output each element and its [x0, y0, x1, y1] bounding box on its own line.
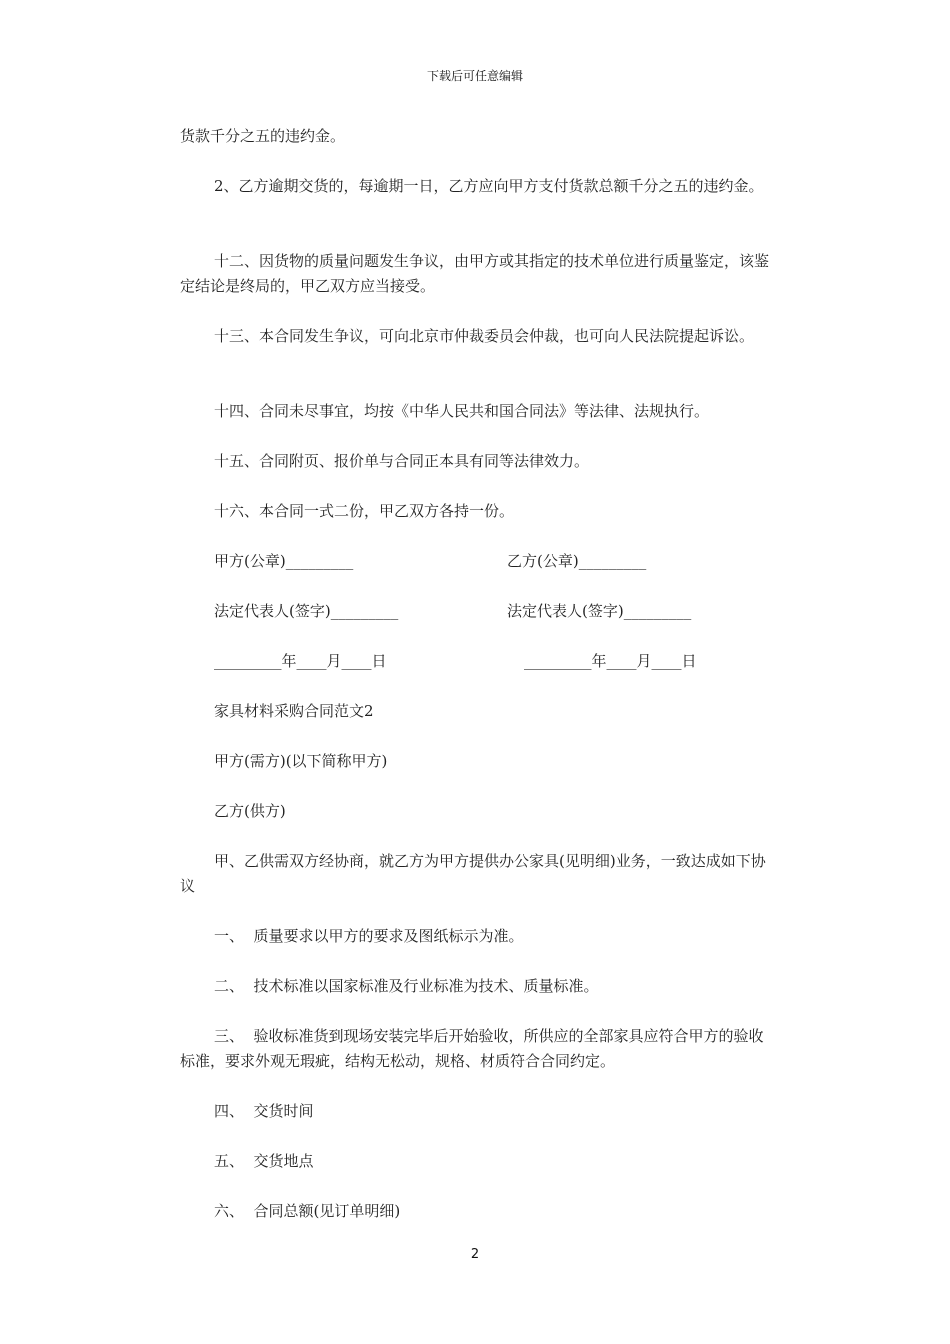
section2-item-5: 五、 交货地点: [214, 1152, 314, 1170]
section2-item-3: 三、 验收标准货到现场安装完毕后开始验收，所供应的全部家具应符合甲方的验收标准，要求外观无瑕疵，结构无松动，规格、材质符合合同约定。: [180, 1027, 764, 1070]
party-b-date-line: _________年____月____日: [524, 652, 697, 670]
party-a-seal-line: 甲方(公章)_________: [214, 552, 354, 570]
section2-item-6: 六、 合同总额(见订单明细): [214, 1202, 401, 1220]
paragraph-clause-12: 十二、因货物的质量问题发生争议，由甲方或其指定的技术单位进行质量鉴定，该鉴定结论是终局的，甲乙双方应当接受。: [180, 252, 770, 295]
party-b-seal-line: 乙方(公章)_________: [507, 552, 647, 570]
section2-intro: 甲、乙供需双方经协商，就乙方为甲方提供办公家具(见明细)业务，一致达成如下协议: [180, 852, 766, 895]
section2-title: 家具材料采购合同范文2: [214, 702, 374, 720]
paragraph-clause-13: 十三、本合同发生争议，可向北京市仲裁委员会仲裁，也可向人民法院提起诉讼。: [214, 327, 755, 345]
paragraph-clause-16: 十六、本合同一式二份，甲乙双方各持一份。: [214, 502, 515, 520]
section2-party-b: 乙方(供方): [214, 802, 286, 820]
paragraph-clause-15: 十五、合同附页、报价单与合同正本具有同等法律效力。: [214, 452, 590, 470]
section2-item-4: 四、 交货时间: [214, 1102, 314, 1120]
party-a-representative-line: 法定代表人(签字)_________: [214, 602, 399, 620]
section2-item-1: 一、 质量要求以甲方的要求及图纸标示为准。: [214, 927, 524, 945]
section2-party-a: 甲方(需方)(以下简称甲方): [214, 752, 388, 770]
section2-item-2: 二、 技术标准以国家标准及行业标准为技术、质量标准。: [214, 977, 599, 995]
paragraph-clause-14: 十四、合同未尽事宜，均按《中华人民共和国合同法》等法律、法规执行。: [214, 402, 710, 420]
paragraph-late-delivery: 2、乙方逾期交货的，每逾期一日，乙方应向甲方支付货款总额千分之五的违约金。: [214, 177, 764, 195]
party-b-representative-line: 法定代表人(签字)_________: [507, 602, 692, 620]
page-number: 2: [470, 1247, 480, 1262]
page-header: 下载后可任意编辑: [426, 69, 523, 83]
paragraph-penalty-cont: 货款千分之五的违约金。: [180, 127, 346, 145]
party-a-date-line: _________年____月____日: [214, 652, 387, 670]
